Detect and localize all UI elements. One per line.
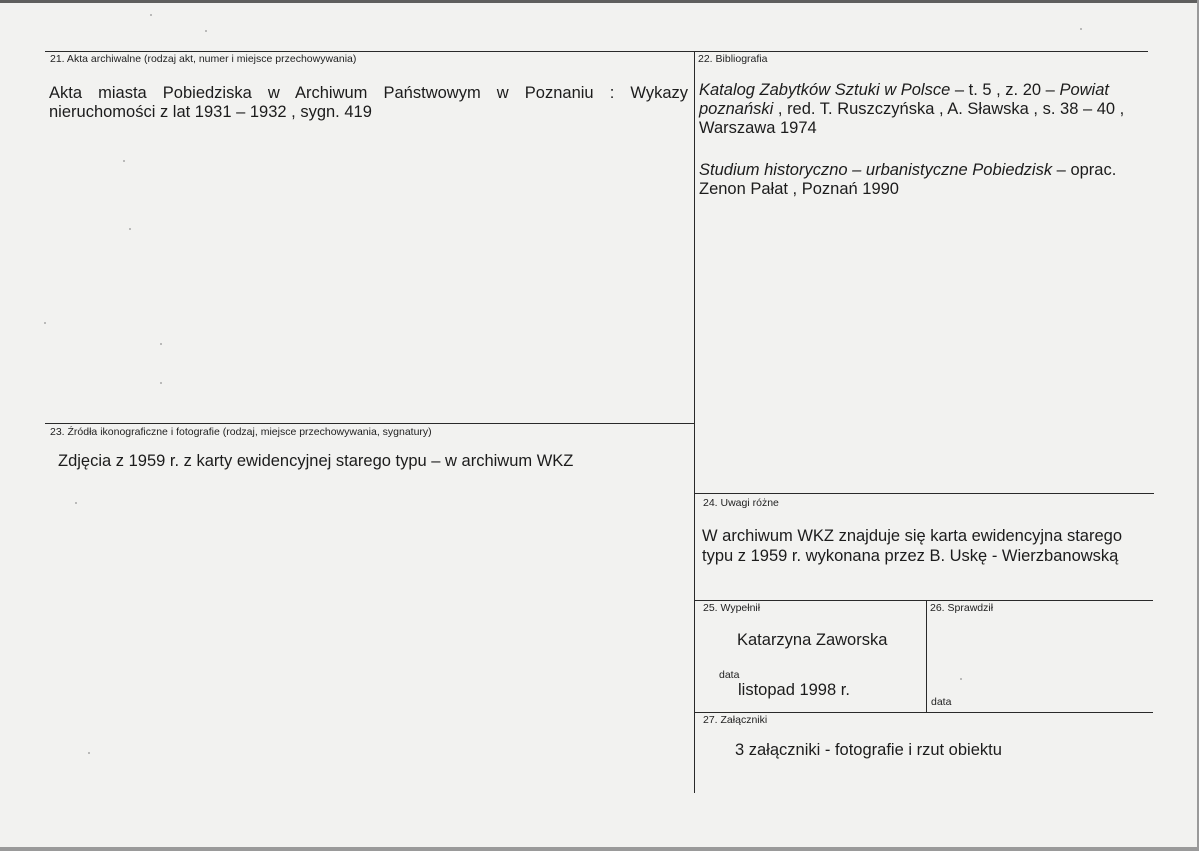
scan-speck bbox=[129, 228, 131, 230]
section-24-label: 24. Uwagi różne bbox=[703, 497, 779, 509]
center-divider bbox=[694, 51, 695, 793]
section-25-label: 25. Wypełnił bbox=[703, 602, 761, 614]
divider-25-26 bbox=[926, 600, 927, 712]
section-21-text: Akta miasta Pobiedziska w Archiwum Państwowym w Poznaniu : Wykazy nieruchomości z lat 1931 – 1932 , sygn. 419 bbox=[49, 84, 688, 121]
rule-section-27 bbox=[695, 712, 1153, 713]
bibliography-entry-2-rest: – oprac. Zenon Pałat , Poznań 1990 bbox=[699, 161, 1117, 198]
scan-speck bbox=[1080, 28, 1082, 30]
scan-speck bbox=[123, 160, 125, 162]
scan-bottom-edge bbox=[0, 847, 1199, 851]
bibliography-entry-2 bbox=[699, 161, 1139, 199]
scan-speck bbox=[75, 502, 77, 504]
scan-speck bbox=[160, 382, 162, 384]
filled-by-name: Katarzyna Zaworska bbox=[737, 631, 888, 649]
attachments-text: 3 załączniki - fotografie i rzut obiektu bbox=[735, 741, 1002, 759]
section-25-date-label: data bbox=[719, 669, 740, 681]
section-22-label: 22. Bibliografia bbox=[698, 53, 768, 65]
section-27-label: 27. Załączniki bbox=[703, 714, 768, 726]
scan-speck bbox=[960, 678, 962, 680]
section-26-label: 26. Sprawdził bbox=[930, 602, 994, 614]
bibliography-entry-1-part2: , red. T. Ruszczyńska , A. Sławska , s. 38 – 40 , Warszawa 1974 bbox=[699, 100, 1125, 137]
section-23-label: 23. Źródła ikonograficzne i fotografie (rodzaj, miejsce przechowywania, sygnatury) bbox=[50, 426, 432, 438]
rule-section-23 bbox=[45, 423, 695, 424]
scan-speck bbox=[205, 30, 207, 32]
rule-section-24 bbox=[695, 493, 1154, 494]
bibliography-entry-1-part1: – t. 5 , z. 20 – bbox=[950, 81, 1060, 99]
scan-top-edge bbox=[0, 0, 1199, 3]
scan-speck bbox=[160, 343, 162, 345]
section-24-line-1: W archiwum WKZ znajduje się karta ewidencyjna starego bbox=[702, 527, 1123, 545]
bibliography-title-studium: Studium historyczno – urbanistyczne Pobiedzisk bbox=[699, 161, 1053, 179]
scan-speck bbox=[44, 322, 46, 324]
rule-section-25 bbox=[695, 600, 1153, 601]
bibliography-title-powiat: Powiat poznański bbox=[699, 81, 1109, 118]
scan-speck bbox=[150, 14, 152, 16]
bibliography-entry-1 bbox=[699, 81, 1144, 138]
bibliography-title-katalog: Katalog Zabytków Sztuki w Polsce bbox=[699, 81, 951, 99]
section-26-date-label: data bbox=[931, 696, 952, 708]
section-23-text: Zdjęcia z 1959 r. z karty ewidencyjnej starego typu – w archiwum WKZ bbox=[58, 452, 574, 470]
section-21-label: 21. Akta archiwalne (rodzaj akt, numer i miejsce przechowywania) bbox=[50, 53, 357, 65]
section-24-line-2: typu z 1959 r. wykonana przez B. Uskę - Wierzbanowską bbox=[702, 547, 1119, 565]
filled-date: listopad 1998 r. bbox=[738, 681, 850, 699]
scan-speck bbox=[88, 752, 90, 754]
top-rule bbox=[45, 51, 1148, 52]
